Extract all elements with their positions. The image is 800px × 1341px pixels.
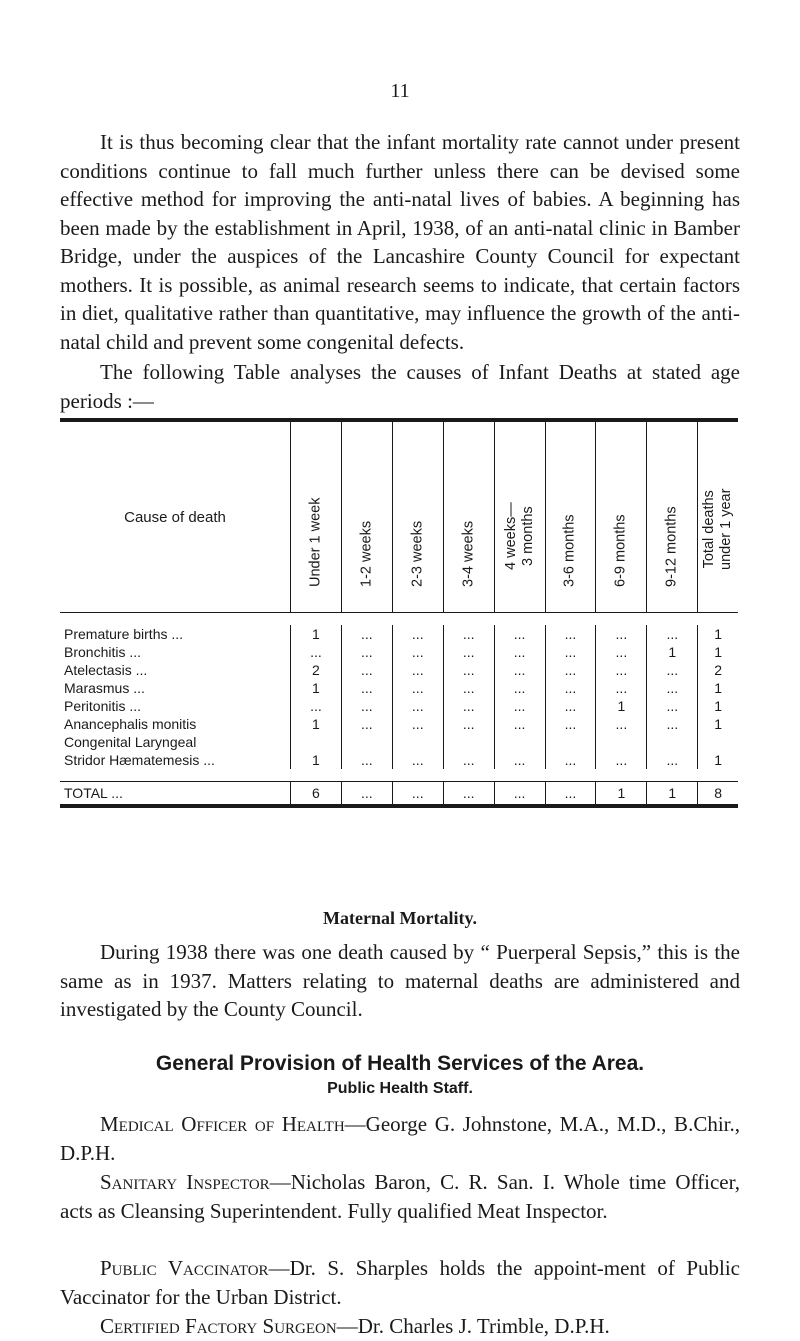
table-row bbox=[60, 625, 738, 643]
value-cell: 1 bbox=[698, 643, 738, 661]
value-cell: 1 bbox=[698, 679, 738, 697]
age-column-header bbox=[392, 420, 443, 613]
age-column-label: 4 weeks— 3 months bbox=[502, 502, 536, 570]
value-cell: ... bbox=[443, 751, 494, 769]
value-cell: ... bbox=[341, 643, 392, 661]
value-cell: ... bbox=[341, 661, 392, 679]
value-cell: 1 bbox=[291, 715, 342, 733]
value-cell: ... bbox=[392, 679, 443, 697]
age-column-header bbox=[341, 420, 392, 613]
value-cell: ... bbox=[443, 661, 494, 679]
value-cell: ... bbox=[443, 643, 494, 661]
value-cell bbox=[545, 733, 596, 751]
value-cell: ... bbox=[647, 715, 698, 733]
value-cell: ... bbox=[494, 679, 545, 697]
value-cell: ... bbox=[596, 643, 647, 661]
cause-cell: Congenital Laryngeal bbox=[64, 734, 197, 750]
value-cell: ... bbox=[392, 782, 443, 807]
table-row bbox=[60, 661, 738, 679]
age-column-label: 3-6 months bbox=[561, 514, 578, 587]
table-row bbox=[60, 697, 738, 715]
value-cell: ... bbox=[392, 715, 443, 733]
age-column-header bbox=[494, 420, 545, 613]
table-row bbox=[60, 733, 738, 751]
value-cell: ... bbox=[341, 679, 392, 697]
value-cell: ... bbox=[392, 661, 443, 679]
table-row bbox=[60, 751, 738, 769]
value-cell bbox=[596, 733, 647, 751]
value-cell: 2 bbox=[291, 661, 342, 679]
value-cell: ... bbox=[392, 625, 443, 643]
value-cell: 1 bbox=[291, 679, 342, 697]
value-cell: 6 bbox=[291, 782, 342, 807]
value-cell: ... bbox=[443, 625, 494, 643]
value-cell: ... bbox=[545, 715, 596, 733]
value-cell: 1 bbox=[698, 625, 738, 643]
staff-text: —George G. Johnstone, M.A., M.D., B.Chir., D.P.H. bbox=[60, 1112, 740, 1165]
cause-cell: Anancephalis monitis bbox=[64, 716, 197, 732]
value-cell: ... bbox=[443, 697, 494, 715]
age-column-header bbox=[698, 420, 738, 613]
age-column-label: 2-3 weeks bbox=[409, 520, 426, 587]
value-cell: ... bbox=[647, 625, 698, 643]
value-cell: ... bbox=[647, 697, 698, 715]
value-cell bbox=[341, 733, 392, 751]
value-cell: ... bbox=[341, 697, 392, 715]
age-column-header bbox=[291, 420, 342, 613]
value-cell: ... bbox=[443, 782, 494, 807]
page-number: 11 bbox=[390, 80, 410, 102]
value-cell: ... bbox=[545, 643, 596, 661]
value-cell: ... bbox=[545, 697, 596, 715]
maternal-mortality-heading: Maternal Mortality. bbox=[323, 908, 477, 928]
staff-entry-sanitary bbox=[60, 1168, 740, 1225]
value-cell: ... bbox=[341, 715, 392, 733]
table-intro-paragraph: The following Table analyses the causes of Infant Deaths at stated age periods :— bbox=[60, 360, 740, 413]
staff-entry-factory-surgeon bbox=[60, 1312, 740, 1341]
value-cell bbox=[392, 733, 443, 751]
staff-text: —Dr. Charles J. Trimble, D.P.H. bbox=[336, 1314, 610, 1338]
value-cell: 1 bbox=[647, 782, 698, 807]
cause-cell: Marasmus ... bbox=[64, 680, 145, 696]
cause-cell: Peritonitis ... bbox=[64, 698, 142, 714]
staff-title: Medical Officer of Health bbox=[100, 1112, 345, 1136]
value-cell: ... bbox=[545, 625, 596, 643]
cause-cell: TOTAL ... bbox=[60, 782, 291, 807]
staff-entry-moh bbox=[60, 1110, 740, 1167]
cause-cell: Atelectasis ... bbox=[64, 662, 148, 678]
value-cell: ... bbox=[494, 625, 545, 643]
value-cell: ... bbox=[596, 751, 647, 769]
value-cell: ... bbox=[545, 661, 596, 679]
staff-title: Public Vaccinator bbox=[100, 1256, 269, 1280]
cause-cell: Stridor Hæmatemesis ... bbox=[64, 752, 215, 768]
value-cell: ... bbox=[545, 751, 596, 769]
value-cell: ... bbox=[291, 643, 342, 661]
value-cell: ... bbox=[341, 782, 392, 807]
infant-deaths-table bbox=[60, 418, 738, 808]
value-cell: ... bbox=[494, 661, 545, 679]
value-cell bbox=[443, 733, 494, 751]
value-cell: ... bbox=[494, 697, 545, 715]
value-cell: 1 bbox=[698, 751, 738, 769]
public-health-staff-heading: Public Health Staff. bbox=[327, 1080, 473, 1097]
value-cell: ... bbox=[392, 697, 443, 715]
value-cell bbox=[647, 733, 698, 751]
table-row bbox=[60, 715, 738, 733]
value-cell: ... bbox=[392, 751, 443, 769]
value-cell: 2 bbox=[698, 661, 738, 679]
value-cell: ... bbox=[443, 715, 494, 733]
age-column-label: Total deaths under 1 year bbox=[701, 488, 735, 570]
value-cell bbox=[291, 733, 342, 751]
value-cell: ... bbox=[596, 661, 647, 679]
age-column-label: 1-2 weeks bbox=[358, 520, 375, 587]
value-cell bbox=[494, 733, 545, 751]
age-column-header bbox=[443, 420, 494, 613]
value-cell: 1 bbox=[596, 697, 647, 715]
value-cell: ... bbox=[494, 751, 545, 769]
value-cell: ... bbox=[647, 751, 698, 769]
age-column-label: 9-12 months bbox=[663, 506, 680, 587]
maternal-mortality-paragraph: During 1938 there was one death caused by “ Puerperal Sepsis,” this is the same as in 1937. Matters relating to maternal deaths are administered and investigated by the County Council. bbox=[60, 940, 740, 1021]
value-cell: 8 bbox=[698, 782, 738, 807]
value-cell: ... bbox=[647, 661, 698, 679]
age-column-label: 6-9 months bbox=[612, 514, 629, 587]
value-cell: ... bbox=[494, 643, 545, 661]
cause-cell: Premature births ... bbox=[64, 626, 184, 642]
value-cell: 1 bbox=[698, 697, 738, 715]
table-row bbox=[60, 643, 738, 661]
value-cell: 1 bbox=[291, 751, 342, 769]
staff-text: —Nicholas Baron, C. R. San. I. Whole time Officer, acts as Cleansing Superintendent. Fully qualified Meat Inspector. bbox=[60, 1170, 740, 1223]
value-cell: ... bbox=[647, 679, 698, 697]
age-column-label: Under 1 week bbox=[307, 497, 324, 587]
cause-of-death-header: Cause of death bbox=[124, 508, 226, 526]
staff-title: Sanitary Inspector bbox=[100, 1170, 270, 1194]
value-cell: ... bbox=[341, 751, 392, 769]
cause-cell: Bronchitis ... bbox=[64, 644, 142, 660]
value-cell: 1 bbox=[291, 625, 342, 643]
value-cell: ... bbox=[545, 782, 596, 807]
age-column-header bbox=[596, 420, 647, 613]
age-column-header bbox=[647, 420, 698, 613]
staff-text: —Dr. S. Sharples holds the appoint-ment of Public Vaccinator for the Urban District. bbox=[60, 1256, 740, 1309]
value-cell: ... bbox=[494, 715, 545, 733]
table-row bbox=[60, 679, 738, 697]
value-cell: ... bbox=[596, 625, 647, 643]
total-row bbox=[60, 782, 738, 807]
value-cell: ... bbox=[596, 679, 647, 697]
value-cell: ... bbox=[341, 625, 392, 643]
value-cell: ... bbox=[392, 643, 443, 661]
value-cell: ... bbox=[596, 715, 647, 733]
value-cell bbox=[698, 733, 738, 751]
value-cell: ... bbox=[291, 697, 342, 715]
value-cell: 1 bbox=[698, 715, 738, 733]
value-cell: 1 bbox=[596, 782, 647, 807]
general-provision-heading: General Provision of Health Services of the Area. bbox=[155, 1052, 645, 1075]
staff-title: Certified Factory Surgeon bbox=[100, 1314, 337, 1338]
intro-paragraph: It is thus becoming clear that the infant mortality rate cannot under present conditions continue to fall much further unless there can be devised some effective method for improving the anti-natal lives of babies. A beginning has been made by the establishment in April, 1938, of an anti-natal clinic in Bamber Bridge, under the auspices of the Lancashire County Council for expectant mothers. It is possible, as animal research seems to indicate, that certain factors in diet, qualitative rather than quantitative, may influence the growth of the anti-natal child and prevent some congenital defects. bbox=[60, 130, 740, 354]
value-cell: 1 bbox=[647, 643, 698, 661]
value-cell: ... bbox=[545, 679, 596, 697]
staff-entry-vaccinator bbox=[60, 1254, 740, 1311]
value-cell: ... bbox=[443, 679, 494, 697]
age-column-label: 3-4 weeks bbox=[460, 520, 477, 587]
value-cell: ... bbox=[494, 782, 545, 807]
age-column-header bbox=[545, 420, 596, 613]
